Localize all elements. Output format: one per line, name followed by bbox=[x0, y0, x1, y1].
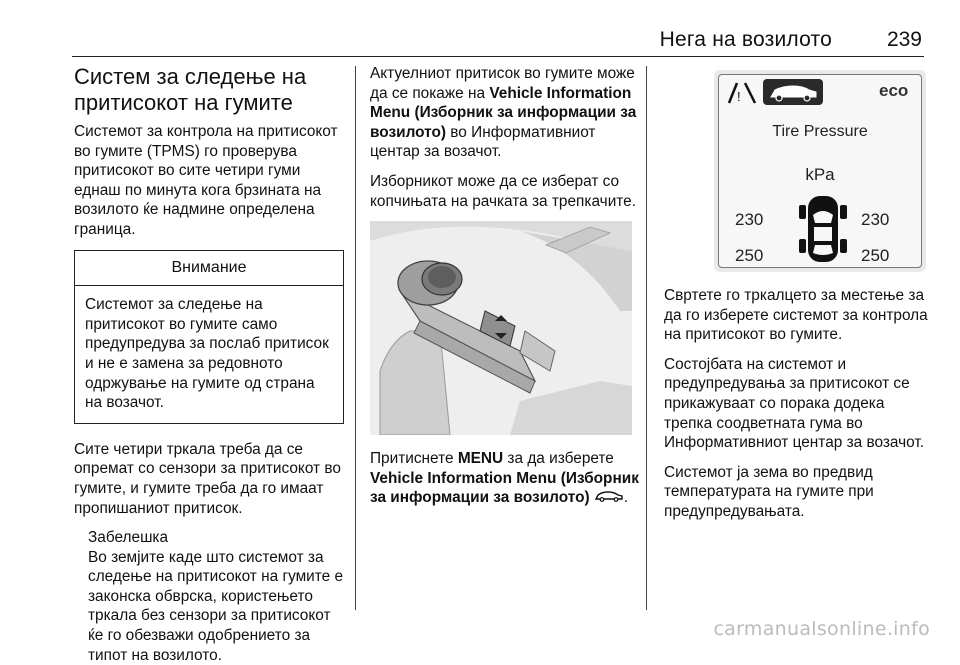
display-title: Tire Pressure bbox=[772, 123, 868, 140]
column-divider bbox=[646, 66, 647, 610]
menu-text: Актуелниот притисок во гумите може да се покаже на bbox=[370, 65, 635, 102]
lane-and-car-icons bbox=[723, 77, 873, 109]
buttons-paragraph: Изборникот може да се изберат со копчињата на рачката за трепкачите. bbox=[370, 172, 637, 210]
menu-text: во Информативниот центар за возачот. bbox=[370, 123, 596, 161]
menu-name: Vehicle Information Menu (Изборник за информации за возилото) bbox=[370, 469, 639, 507]
warning-box bbox=[74, 250, 344, 424]
intro-paragraph: Системот за контрола на притисокот во гумите (TPMS) го проверува притисокот во сите четири гуми еднаш по минута кога брзината на возилото ќе надмине определена граница. bbox=[74, 123, 338, 238]
warning-text: Системот за следење на притисокот во гумите само предупредува за послаб притисок и не е замена за редовното одржување на гумите од страна на возачот. bbox=[85, 296, 329, 412]
note-text: Во земјите каде што системот за следење на притисокот на гумите е законска обврска, користењето тркала без сензори за притисокот ќе го обезважи одобрението за типот на возилото. bbox=[88, 548, 344, 664]
column-divider bbox=[355, 66, 356, 610]
press-text: за да изберете bbox=[503, 450, 614, 468]
tire-front-right-value: 230 bbox=[861, 210, 890, 229]
menu-paragraph bbox=[370, 64, 642, 162]
menu-name: Vehicle Information Menu (Изборник за информации за возилото) bbox=[370, 84, 637, 141]
note-block bbox=[88, 528, 344, 665]
column-left bbox=[74, 64, 344, 665]
driver-info-display bbox=[714, 70, 926, 272]
page-header bbox=[72, 26, 924, 57]
watermark-text: carmanualsonline.info bbox=[713, 618, 930, 640]
turn-signal-stalk-image bbox=[370, 221, 632, 435]
tire-rear-left-value: 250 bbox=[735, 246, 764, 265]
display-screen bbox=[718, 74, 922, 268]
press-text: . bbox=[623, 489, 629, 507]
eco-indicator: eco bbox=[879, 81, 909, 100]
temperature-paragraph: Системот ја зема во предвид температурата на гумите при предупредувањата. bbox=[664, 463, 874, 520]
display-status-bar bbox=[719, 75, 921, 109]
column-middle bbox=[370, 64, 642, 518]
press-menu-paragraph bbox=[370, 449, 642, 508]
sensor-paragraph: Сите четири тркала треба да се опремат со сензори за притисокот во гумите, и гумите треба да го имаат пропишаниот притисок. bbox=[74, 440, 341, 517]
stalk-illustration bbox=[370, 221, 632, 435]
section-heading: Систем за следење на притисокот на гумите bbox=[74, 64, 307, 115]
menu-button-label: MENU bbox=[457, 450, 504, 468]
svg-text:!: ! bbox=[737, 89, 741, 104]
status-paragraph: Состојбата на системот и предупредувања за притисокот се прикажуваат со порака додека трепка соодветната гума во Информативниот центар за возачот. bbox=[664, 355, 925, 452]
tire-front-left-value: 230 bbox=[735, 210, 764, 229]
car-icon bbox=[594, 488, 624, 508]
car-top-view-icon bbox=[799, 195, 847, 263]
warning-heading: Внимание bbox=[75, 251, 343, 287]
section-title: Нега на возилото bbox=[659, 28, 832, 51]
page-number: 239 bbox=[886, 28, 922, 51]
note-title: Забелешка bbox=[88, 529, 169, 547]
pressure-unit: kPa bbox=[805, 165, 835, 184]
press-text: Притиснете bbox=[370, 450, 458, 468]
tire-rear-right-value: 250 bbox=[861, 246, 890, 265]
column-right bbox=[664, 64, 928, 532]
wheel-paragraph: Свртете го тркалцето за местење за да го изберете системот за контрола на притисокот во гумите. bbox=[664, 287, 928, 344]
